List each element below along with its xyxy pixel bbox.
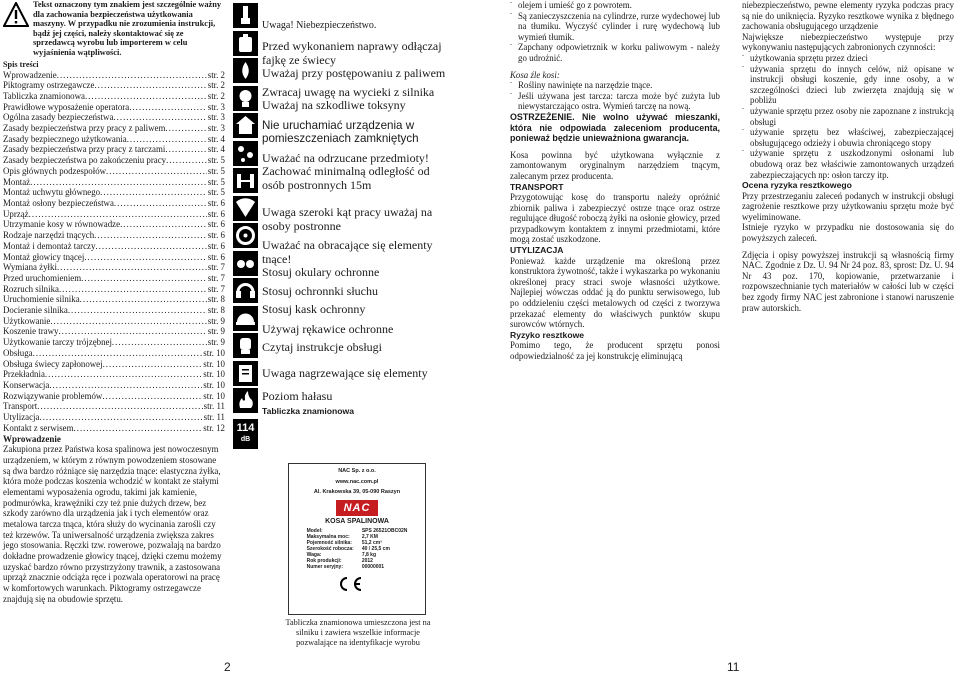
safety-item: Używaj rękawice ochronne — [262, 321, 394, 336]
safety-item: Zachować minimalną odległość od osób postronnych 15m — [262, 164, 430, 192]
toc-item — [3, 305, 225, 316]
toc-item-title: Przed uruchomieniem — [3, 272, 82, 283]
noise-value: 114 — [236, 422, 255, 434]
toc-item-title: Rodzaje narzędzi tnących — [3, 230, 95, 241]
toc-item-page: str. 9 — [207, 315, 225, 326]
toc-dots — [94, 230, 207, 241]
toc-item — [3, 70, 225, 81]
toc-item-page: str. 10 — [203, 358, 225, 369]
toc-item-title: Piktogramy ostrzegawcze — [3, 80, 95, 91]
nameplate-heading: Tabliczka znamionowa — [262, 405, 355, 416]
toc-item-page: str. 7 — [207, 272, 225, 283]
risk-continued: niebezpieczeństwo, pewne elementy ryzyka podczas pracy są nie do uniknięcia. Ryzyko resztkowe wynika z błędnego zachowania obsługującego urządzenie — [742, 0, 954, 32]
safety-item: Uwaga nagrzewające się elementy — [262, 365, 428, 380]
toc-item-title: Obsługa świecy zapłonowej — [3, 358, 103, 369]
toc-dots — [57, 70, 207, 81]
toc-item — [3, 80, 225, 91]
toc-item-page: str. 6 — [207, 240, 225, 251]
toc-item — [3, 187, 225, 198]
toc-item — [3, 102, 225, 113]
toc-dots — [102, 391, 202, 402]
left-column — [3, 0, 225, 604]
debris-icon — [233, 141, 258, 166]
toc-item — [3, 198, 225, 209]
warning-triangle-icon — [3, 2, 29, 28]
toc-item-page: str. 11 — [203, 412, 225, 423]
toc-dots — [81, 273, 207, 284]
nameplate-website: www.nac.com.pl — [335, 478, 379, 485]
toc-item-title: Użytkowanie tarczy trójzębnej — [3, 337, 112, 348]
spec-value: 51,2 cm³ — [361, 539, 382, 546]
transport-paragraph: Przygotowując kosę do transportu należy opróżnić zbiornik paliwa i zabezpieczyć ostrze tnące oraz ostrze regulujące długość roboczą żyłki na osłonie głowicy, przed przypadkowym kontaktem z innymi przedmiotami, które mogą zostać uszkodzone. — [510, 192, 720, 245]
toc-dots — [114, 198, 207, 209]
page-number-right: 11 — [727, 660, 740, 674]
hazards-intro: Największe niebezpieczeństwo występuje przy wykonywaniu następujących zabronionych czynności: — [742, 31, 954, 53]
toc-item — [3, 294, 225, 305]
cause-label: Kosa źle kosi: — [510, 69, 560, 80]
toc-item-page: str. 2 — [207, 80, 225, 91]
residual-risk-paragraph: Przy przestrzeganiu zaleceń podanych w instrukcji obsługi zagrożenie resztkowe przy użytkowaniu sprzętu może być wyeliminowane. — [742, 190, 954, 222]
toc-item-page: str. 10 — [203, 347, 225, 358]
toc-item-title: Uprząż — [3, 208, 29, 219]
toc-dots — [29, 209, 207, 220]
toc-item — [3, 209, 225, 220]
toc-item-page: str. 3 — [207, 123, 225, 134]
toc-item — [3, 155, 225, 166]
toc-item — [3, 123, 225, 134]
toc-item-page: str. 10 — [203, 369, 225, 380]
toc-item — [3, 316, 225, 327]
toc-dots — [30, 177, 207, 188]
safety-item: Uważać na odrzucane przedmioty! — [262, 150, 429, 165]
toc-item-title: Użytkowanie — [3, 315, 51, 326]
toc-item-title: Przekładnia — [3, 369, 45, 380]
toc-item-page: str. 12 — [203, 422, 225, 433]
safety-item: Uwaga szeroki kąt pracy uważaj na osoby postronne — [262, 205, 433, 233]
toc-dots — [84, 252, 206, 263]
toc-title: Spis treści — [3, 59, 39, 69]
toc-dots — [120, 219, 207, 230]
spec-key: Maksymalna moc: — [306, 533, 350, 540]
toc-item-title: Konserwacja — [3, 379, 50, 390]
residual-risk-paragraph-2: Istnieje ryzyko w przypadku nie dostosowania się do powyższych zaleceń. — [742, 222, 954, 244]
transport-heading: TRANSPORT — [510, 181, 564, 192]
gloves-icon — [233, 333, 258, 358]
safety-item: Zwracaj uwagę na wycieki z silnika — [262, 84, 435, 99]
toc-dots — [49, 380, 202, 391]
toc-item-title: Zasady bezpieczeństwa przy pracy z paliwem — [3, 123, 166, 134]
spec-value: 00000001 — [361, 563, 385, 570]
toc-item-page: str. 3 — [207, 101, 225, 112]
safety-item: Stosuj ochronnki słuchu — [262, 283, 378, 298]
toc-item-title: Wprowadzenie — [3, 69, 57, 80]
toc-item-title: Montaż — [3, 176, 31, 187]
toc-item — [3, 326, 225, 337]
ce-mark-icon — [337, 576, 377, 592]
toc-item — [3, 412, 225, 423]
toc-item-page: str. 8 — [207, 305, 225, 316]
spec-key: Numer seryjny: — [306, 563, 343, 570]
warning-box — [3, 0, 225, 58]
spec-key: Pojemność silnika: — [306, 539, 352, 546]
bullet-item: - Zapchany odpowietrznik w korku paliwowym - należy go udrożnić. — [510, 42, 720, 63]
spec-value: 7,8 kg — [361, 551, 377, 558]
risk-paragraph: Pomimo tego, że producent sprzętu ponosi odpowiedzialność za jej konstrukcję eliminującą — [510, 340, 720, 361]
toc-item-title: Ogólna zasady bezpieczeństwa — [3, 112, 114, 123]
toc-item — [3, 391, 225, 402]
safety-list — [262, 40, 450, 404]
safety-item: Poziom hałasu — [262, 389, 333, 403]
toc-item-title: Montaż i demontaż tarczy — [3, 240, 96, 251]
noise-level-icon — [233, 419, 258, 449]
page-number-left: 2 — [224, 660, 231, 674]
toc-item — [3, 91, 225, 102]
toc-item-title: Zasady bezpieczeństwa przy pracy z tarczami — [3, 144, 166, 155]
spec-key: Rok produkcji: — [306, 557, 342, 564]
spec-key: Model: — [306, 527, 323, 534]
toc-item-page: str. 10 — [203, 390, 225, 401]
toc-dots — [33, 348, 203, 359]
intro-text: Zakupiona przez Państwa kosa spalinowa jest nowoczesnym urządzeniem, w którym z równym powodzeniem stosowane są dwa bardzo różniące się narzędzia tnące: elastyczna żyłka, która może podczas koszenia wchodzić w kontakt ze stałymi elementami wyposażenia ogrodu, takimi jak kamienie, podmurówka, krawężniki czy też pnie dużych drzew, bez szkody zarówno dla urządzenia jak i tych elementów oraz metalowa tarcza tnąca, która służy do wycinania zarośli czy też krzewów. Ta uniwersalność urządzenia zwiększa zakres jego stosowania. Ręczki tzw. rowerowe, pozwalają na bardzo dokładne prowadzenie głowicy tnącej, dzięki czemu możemy uzyskać bardzo równo przystrzyżony trawnik, a zastosowana uprząż znacznie odciąża ręce i pozwala operatorowi na pracę w komfortowych warunkach. Piktogramy ostrzegawcze znajdują się na obudowie sprzętu. — [3, 444, 222, 604]
toc-item — [3, 241, 225, 252]
toc-item-page: str. 6 — [207, 219, 225, 230]
ear-protection-icon — [233, 278, 258, 303]
noise-unit: dB — [240, 436, 251, 443]
toc-item-page: str. 10 — [203, 379, 225, 390]
toc-dots — [57, 262, 207, 273]
toc-dots — [106, 166, 207, 177]
toc-item-page: str. 6 — [207, 208, 225, 219]
bullet-item: - Rośliny nawinięte na narzędzie tnące. — [510, 80, 720, 91]
bullet-item: - Jeśli używana jest tarcza: tarcza może być zużyta lub niewystarczająco ostra. Wymień tarczę na nową. — [510, 91, 720, 112]
nameplate-specs — [303, 528, 412, 570]
toc-dots — [127, 134, 207, 145]
safety-column — [262, 0, 450, 416]
toc-item-page: str. 5 — [207, 155, 225, 166]
toc-item-title: Uruchomienie silnika — [3, 294, 80, 305]
toc-item — [3, 380, 225, 391]
toc-item-title: Rozruch silnika — [3, 283, 59, 294]
toc-item — [3, 144, 225, 155]
toc-item-page: str. 4 — [207, 144, 225, 155]
toc-item-title: Koszenie trawy — [3, 326, 59, 337]
spec-value: 2,7 KM — [361, 533, 378, 540]
utilization-paragraph: Ponieważ każde urządzenie ma określoną przez konstruktora żywotność, także i wykaszarka po wykonaniu określonej pracy straci swoje własności użytkowe. Najlepiej wówczas oddać ją do punktu serwisowego, lub po oddzieleniu części metalowych od części z tworzywa przekazać elementy do właściwych punktów skupu surowców wtórnych. — [510, 255, 720, 330]
spec-row — [303, 564, 412, 570]
toc-item-title: Wymiana żyłki — [3, 262, 57, 273]
toc-dots — [58, 326, 206, 337]
bullet-item: - używania sprzętu do innych celów, niż opisane w instrukcji obsługi koszenie, gdy inne osoby, a w szczególności dzieci lub zwierzęta znajdują się w pobliżu — [742, 64, 954, 106]
service-paragraph: Kosa powinna być użytkowana wyłącznie z zamontowanym oryginalnym narzędziem tnącym, zalecanym przez producenta. — [510, 149, 720, 181]
pictogram-strip — [233, 0, 258, 462]
helmet-icon — [233, 306, 258, 331]
bullet-item: - Są zanieczyszczenia na cylindrze, rurze wydechowej lub na tłumiku. Wyczyść cylinder i rurę wydechową lub wymień tłumik. — [510, 11, 720, 43]
safety-item: Uważaj przy postępowaniu z paliwem — [262, 66, 446, 80]
toc-item-title: Montaż uchwytu głównego — [3, 187, 101, 198]
toc-item-page: str. 9 — [207, 337, 225, 348]
nameplate-caption: Tabliczka znamionowa umieszczona jest na silniku i zawiera wszelkie informacje pozwalające na identyfikacje wyrobu — [285, 618, 431, 647]
hot-surface-icon — [233, 388, 258, 413]
toc-dots — [80, 294, 207, 305]
toc-item-page: str. 5 — [207, 187, 225, 198]
toc-item-page: str. 7 — [207, 283, 225, 294]
fuel-icon — [233, 31, 258, 56]
toc-item-page: str. 4 — [207, 133, 225, 144]
right-column — [742, 0, 954, 313]
rotating-blade-icon — [233, 223, 258, 248]
toc-item-page: str. 8 — [207, 294, 225, 305]
toxic-icon — [233, 86, 258, 111]
danger-title: Uwaga! Niebezpieczeństwo. — [262, 20, 377, 31]
toc-item — [3, 166, 225, 177]
toc-dots — [112, 337, 207, 348]
safety-item: Nie uruchamiać urządzenia w pomieszczeniach zamkniętych — [262, 118, 419, 145]
safety-item: Stosuj kask ochronny — [262, 302, 366, 316]
spec-value: 40 / 25,5 cm — [361, 545, 390, 552]
distance-icon — [233, 168, 258, 193]
leak-icon — [233, 58, 258, 83]
toc-item — [3, 262, 225, 273]
toc-item-title: Zasady bezpiecznego użytkowania — [3, 133, 127, 144]
toc-item — [3, 284, 225, 295]
goggles-icon — [233, 251, 258, 276]
safety-item: Stosuj okulary ochronne — [262, 265, 380, 279]
toc-item-page: str. 5 — [207, 165, 225, 176]
warning-box-text: Tekst oznaczony tym znakiem jest szczególnie ważny dla zachowania bezpieczeństwa użytkowania maszyny. W przypadku nie zrozumienia instrukcji, bądź jej części, należy skontaktować się ze sprzedawcą wyrobu lub importerem w celu wyjaśnienia wątpliwości. — [33, 0, 222, 57]
toc-item — [3, 401, 225, 412]
risk-heading: Ryzyko resztkowe — [510, 329, 585, 340]
toc-dots — [129, 102, 207, 113]
toc-item-page: str. 6 — [207, 230, 225, 241]
utilization-heading: UTYLIZACJA — [510, 245, 564, 256]
toc-item — [3, 423, 225, 434]
toc-dots — [85, 91, 207, 102]
spec-value: 2012 — [361, 557, 373, 564]
toc-item-title: Rozwiązywanie problemów — [3, 390, 103, 401]
toc-item-page: str. 9 — [207, 326, 225, 337]
toc-item-title: Zasady bezpieczeństwa po zakończeniu pracy — [3, 155, 167, 166]
toc-item-page: str. 3 — [207, 112, 225, 123]
toc-dots — [165, 144, 206, 155]
toc-dots — [68, 305, 207, 316]
spec-key: Waga: — [306, 551, 322, 558]
toc-dots — [39, 412, 202, 423]
spec-key: Szerokość robocza: — [306, 545, 354, 552]
toc-item-page: str. 5 — [207, 176, 225, 187]
toc-item — [3, 112, 225, 123]
intro-heading: Wprowadzenie — [3, 434, 61, 445]
toc-item — [3, 177, 225, 188]
toc-dots — [103, 359, 203, 370]
bullet-item: - olejem i umieść go z powrotem. — [510, 0, 720, 11]
toc-item — [3, 252, 225, 263]
toc-item-title: Transport — [3, 401, 38, 412]
toc-dots — [100, 187, 207, 198]
toc-item — [3, 348, 225, 359]
safety-item: Przed wykonaniem naprawy odłączaj fajkę ze świecy — [262, 39, 442, 67]
toc-item — [3, 369, 225, 380]
toc-item-title: Utrzymanie kosy w równowadze — [3, 219, 121, 230]
toc-item-page: str. 7 — [207, 262, 225, 273]
toc-item-page: str. 6 — [207, 251, 225, 262]
nameplate-product: KOSA SPALINOWA — [325, 517, 389, 525]
wide-angle-icon — [233, 196, 258, 221]
toc-dots — [166, 155, 207, 166]
toc-item-title: Opis głównych podzespołów — [3, 165, 107, 176]
toc-item — [3, 273, 225, 284]
toc-item-page: str. 6 — [207, 198, 225, 208]
toc-dots — [50, 316, 206, 327]
toc-item — [3, 337, 225, 348]
nameplate-company: NAC Sp. z o.o. — [338, 468, 376, 474]
toc-dots — [37, 401, 202, 412]
spark-plug-icon — [233, 3, 258, 28]
bullet-item: - używanie sprzętu bez właściwej, zabezpieczającej obsługującego odzieży i obuwia chroniącego stopy — [742, 127, 954, 148]
safety-item: Czytaj instrukcje obsługi — [262, 340, 382, 354]
manual-icon — [233, 361, 258, 386]
bullet-item: - używanie sprzętu z uszkodzonymi osłonami lub obudową oraz bez właściwie zamontowanych urządzeń zabezpieczających np: osłon tarczy itp. — [742, 148, 954, 180]
toc-item — [3, 134, 225, 145]
toc-item — [3, 359, 225, 370]
toc-item-title: Docieranie silnika — [3, 305, 68, 316]
toc-item-title: Montaż głowicy tnącej — [3, 251, 85, 262]
middle-right-column — [510, 0, 720, 362]
toc-dots — [45, 369, 202, 380]
toc-item-title: Utylizacja — [3, 412, 40, 423]
house-icon — [233, 113, 258, 138]
toc-dots — [94, 80, 206, 91]
residual-risk-heading: Ocena ryzyka resztkowego — [742, 180, 852, 191]
toc-item-title: Tabliczka znamionowa — [3, 90, 85, 101]
toc-item-title: Kontakt z serwisem — [3, 422, 74, 433]
toc-item — [3, 219, 225, 230]
toc-dots — [59, 284, 207, 295]
nameplate-address: Al. Krakowska 39, 05-090 Raszyn — [313, 489, 401, 496]
bullet-item: - używanie sprzętu przez osoby nie zapoznane z instrukcją obsługi — [742, 106, 954, 127]
toc-dots — [165, 123, 206, 134]
bullet-item: - użytkowania sprzętu przez dzieci — [742, 53, 954, 64]
toc-item-title: Montaż osłony bezpieczeństwa — [3, 198, 114, 208]
nac-logo: NAC — [336, 500, 378, 516]
toc-item — [3, 230, 225, 241]
toc-dots — [74, 423, 203, 434]
toc-item-page: str. 2 — [207, 69, 225, 80]
warning-paragraph: OSTRZEŻENIE. Nie wolno używać mieszanki, która nie odpowiada zaleceniom producenta, ponieważ będzie unieważniona gwarancja. — [510, 111, 720, 144]
spec-value: SPS 26521OBC02N — [361, 527, 408, 534]
safety-item: Uważaj na szkodliwe toksyny — [262, 98, 406, 112]
safety-item: Uważać na obracające się elementy tnące! — [262, 238, 433, 266]
toc-item-page: str. 11 — [203, 401, 225, 412]
toc-item-page: str. 2 — [207, 90, 225, 101]
table-of-contents — [3, 70, 225, 434]
toc-dots — [113, 112, 206, 123]
toc-item-title: Obsługa — [3, 347, 33, 358]
copyright-paragraph: Zdjęcia i opisy powyższej instrukcji są własnością firmy NAC. Zgodnie z Dz. U. 94 Nr 24 poz. 83, sprost: Dz. U. 94 Nr 43 poz. 170, kopiowanie, przetwarzanie i rozpowszechnianie tych materiałów w całości lub w części bez zgody firmy NAC jest zabronione i stanowi naruszenie praw autorskich. — [742, 249, 954, 313]
toc-dots — [95, 241, 206, 252]
toc-item-title: Prawidłowe wyposażenie operatora — [3, 101, 130, 112]
nameplate — [288, 463, 426, 615]
